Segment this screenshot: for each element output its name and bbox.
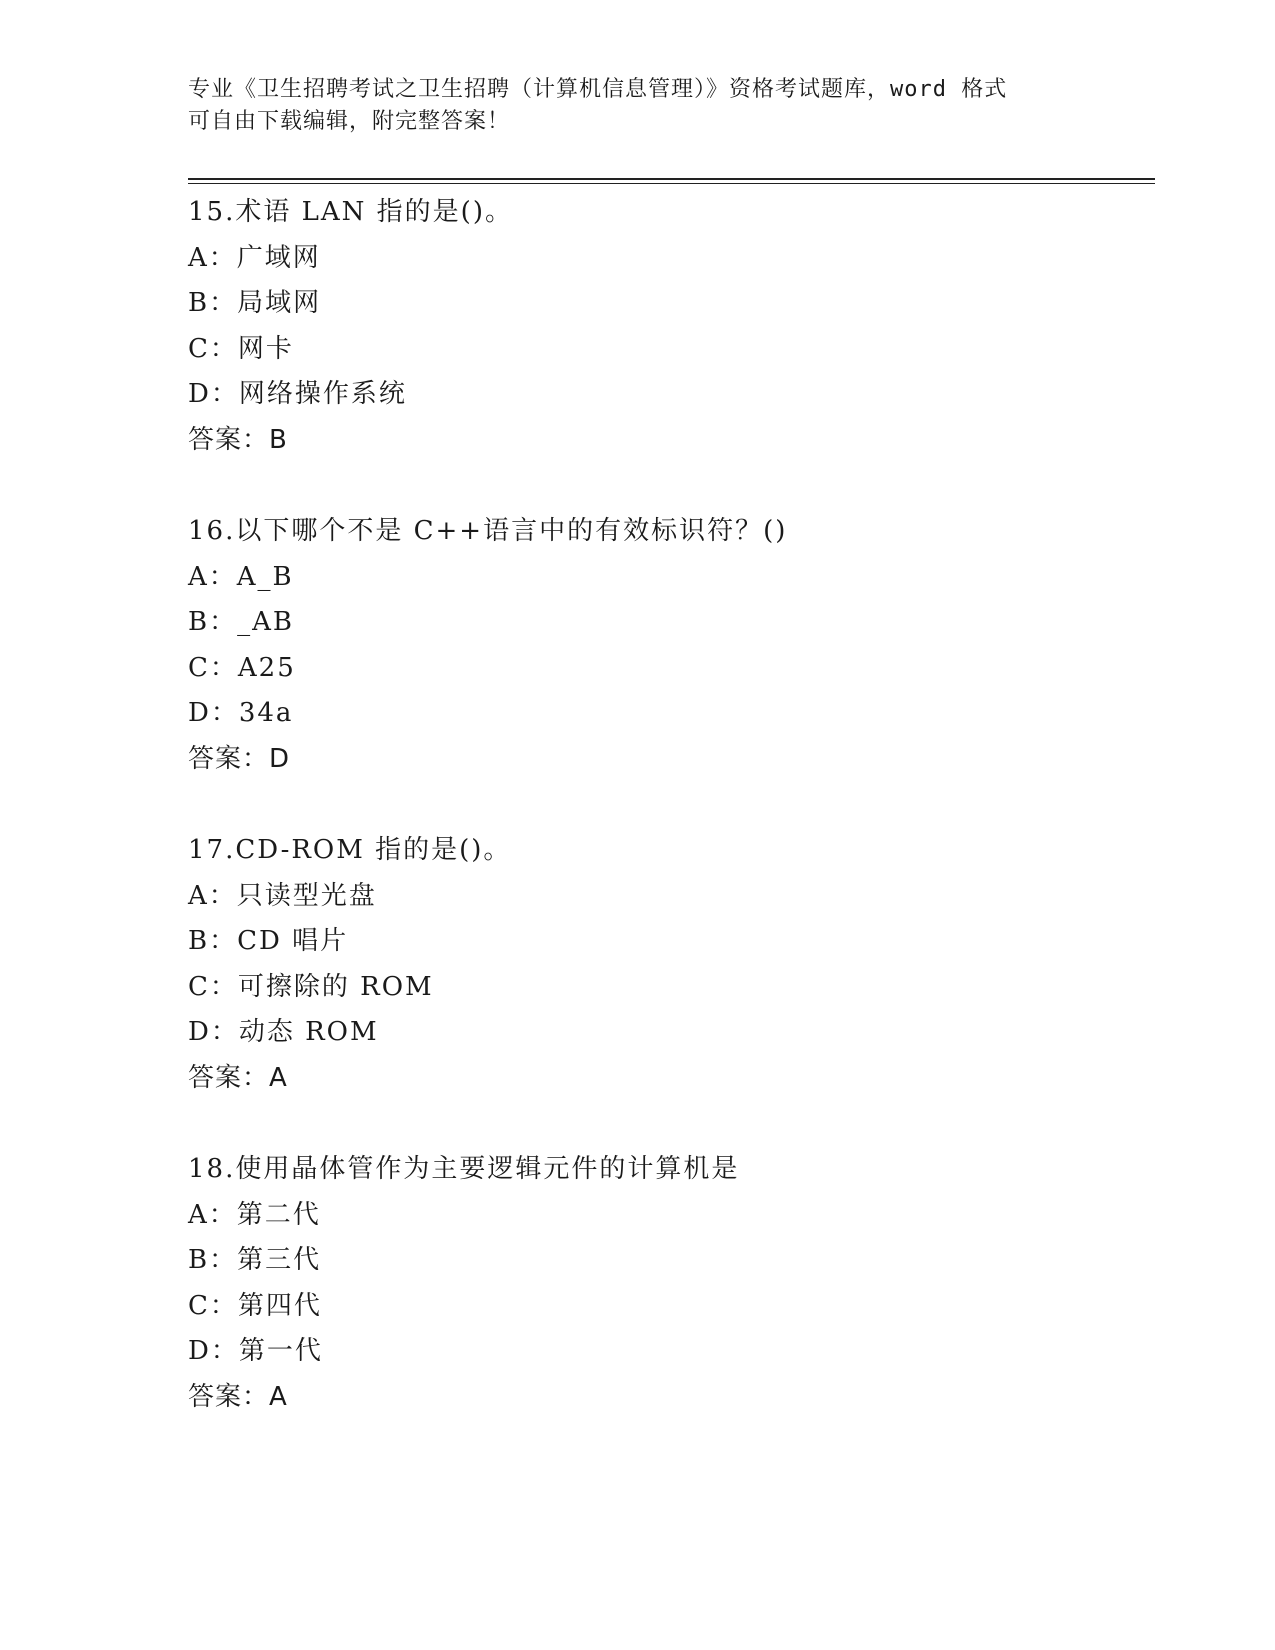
option-b: B：_AB bbox=[188, 607, 294, 637]
option-a: A：第二代 bbox=[188, 1199, 321, 1230]
answer: 答案：A bbox=[188, 1381, 288, 1412]
option-d: D：动态 ROM bbox=[188, 1017, 379, 1047]
question-title: 17.CD-ROM 指的是()。 bbox=[188, 835, 512, 865]
option-c: C：第四代 bbox=[188, 1290, 322, 1321]
option-c: C：网卡 bbox=[188, 333, 294, 364]
document-header bbox=[188, 74, 1088, 138]
question-list bbox=[188, 190, 1155, 1466]
option-d: D：34a bbox=[188, 698, 294, 728]
option-a: A：只读型光盘 bbox=[188, 880, 377, 911]
option-c: C：A25 bbox=[188, 652, 296, 683]
option-d: D：第一代 bbox=[188, 1336, 323, 1366]
option-a: A：A_B bbox=[188, 561, 294, 592]
option-b: B：局域网 bbox=[188, 288, 322, 318]
option-d: D：网络操作系统 bbox=[188, 379, 407, 409]
option-c: C：可擦除的 ROM bbox=[188, 971, 434, 1002]
header-divider-thick bbox=[188, 178, 1155, 180]
question-title: 18.使用晶体管作为主要逻辑元件的计算机是 bbox=[188, 1154, 740, 1184]
answer: 答案：A bbox=[188, 1062, 288, 1093]
header-divider-thin bbox=[188, 183, 1155, 184]
question-title: 15.术语 LAN 指的是()。 bbox=[188, 197, 513, 227]
question-title: 16.以下哪个不是 C++语言中的有效标识符？() bbox=[188, 516, 788, 546]
answer: 答案：D bbox=[188, 743, 291, 774]
header-line-1: 专业《卫生招聘考试之卫生招聘（计算机信息管理）》资格考试题库，word 格式 bbox=[188, 77, 1008, 102]
option-a: A：广域网 bbox=[188, 242, 321, 273]
option-b: B：第三代 bbox=[188, 1245, 322, 1275]
question-17 bbox=[188, 828, 1155, 1101]
option-b: B：CD 唱片 bbox=[188, 926, 349, 956]
answer: 答案：B bbox=[188, 424, 288, 455]
question-18 bbox=[188, 1147, 1155, 1420]
header-line-2: 可自由下载编辑，附完整答案！ bbox=[188, 109, 511, 134]
question-16 bbox=[188, 509, 1155, 782]
question-15 bbox=[188, 190, 1155, 463]
